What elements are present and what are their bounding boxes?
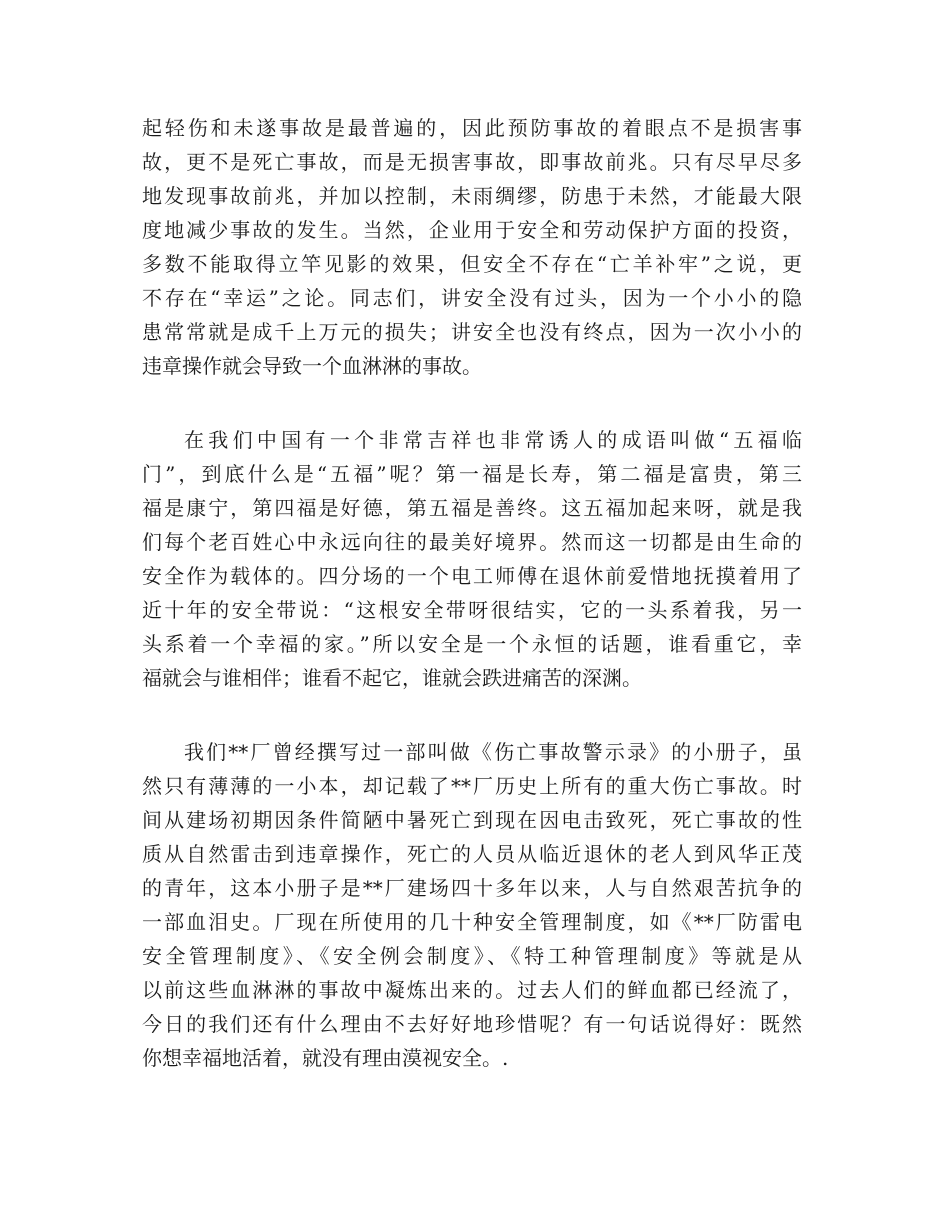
paragraph-1-line-4: 度地减少事故的发生。当然，企业用于安全和劳动保护方面的投资， (142, 218, 802, 242)
paragraph-2-line-8: 福就会与谁相伴；谁看不起它，谁就会跌进痛苦的深渊。 (142, 666, 642, 690)
paragraph-3-line-6: 一部血泪史。厂现在所使用的几十种安全管理制度，如《**厂防雷电 (142, 910, 802, 934)
paragraph-3-line-10: 你想幸福地活着，就没有理由漠视安全。. (142, 1046, 509, 1070)
paragraph-1-line-5: 多数不能取得立竿见影的效果，但安全不存在“亡羊补牢”之说，更 (142, 252, 802, 276)
paragraph-3 (142, 735, 802, 1075)
paragraph-2-line-7: 头系着一个幸福的家。”所以安全是一个永恒的话题，谁看重它，幸 (142, 632, 802, 656)
paragraph-3-line-2: 然只有薄薄的一小本，却记载了**厂历史上所有的重大伤亡事故。时 (142, 774, 802, 798)
paragraph-2-line-6: 近十年的安全带说：“这根安全带呀很结实，它的一头系着我，另一 (142, 598, 802, 622)
paragraph-3-line-8: 以前这些血淋淋的事故中凝炼出来的。过去人们的鲜血都已经流了， (142, 978, 802, 1002)
paragraph-1-line-8: 违章操作就会导致一个血淋淋的事故。 (142, 354, 482, 378)
paragraph-2-line-4: 们每个老百姓心中永远向往的最美好境界。然而这一切都是由生命的 (142, 530, 802, 554)
paragraph-1-line-6: 不存在“幸运”之论。同志们，讲安全没有过头，因为一个小小的隐 (142, 286, 802, 310)
paragraph-3-line-4: 质从自然雷击到违章操作，死亡的人员从临近退休的老人到风华正茂 (142, 842, 802, 866)
paragraph-3-line-7: 安全管理制度》、《安全例会制度》、《特工种管理制度》等就是从 (142, 944, 802, 968)
paragraph-3-line-5: 的青年，这本小册子是**厂建场四十多年以来，人与自然艰苦抗争的 (142, 876, 802, 900)
paragraph-2-line-1: 在我们中国有一个非常吉祥也非常诱人的成语叫做“五福临 (184, 428, 802, 452)
paragraph-3-line-1: 我们**厂曾经撰写过一部叫做《伤亡事故警示录》的小册子，虽 (184, 740, 802, 764)
paragraph-2-line-2: 门”，到底什么是“五福”呢？第一福是长寿，第二福是富贵，第三 (142, 462, 802, 486)
paragraph-2-line-5: 安全作为载体的。四分场的一个电工师傅在退休前爱惜地抚摸着用了 (142, 564, 802, 588)
paragraph-2 (142, 423, 802, 695)
paragraph-1-line-3: 地发现事故前兆，并加以控制，未雨绸缪，防患于未然，才能最大限 (142, 184, 802, 208)
paragraph-1 (142, 111, 802, 383)
paragraph-1-line-7: 患常常就是成千上万元的损失；讲安全也没有终点，因为一次小小的 (142, 320, 802, 344)
paragraph-1-line-1: 起轻伤和未遂事故是最普遍的，因此预防事故的着眼点不是损害事 (142, 116, 802, 140)
paragraph-2-line-3: 福是康宁，第四福是好德，第五福是善终。这五福加起来呀，就是我 (142, 496, 802, 520)
paragraph-3-line-3: 间从建场初期因条件简陋中暑死亡到现在因电击致死，死亡事故的性 (142, 808, 802, 832)
paragraph-3-line-9: 今日的我们还有什么理由不去好好地珍惜呢？有一句话说得好：既然 (142, 1012, 802, 1036)
paragraph-1-line-2: 故，更不是死亡事故，而是无损害事故，即事故前兆。只有尽早尽多 (142, 150, 802, 174)
